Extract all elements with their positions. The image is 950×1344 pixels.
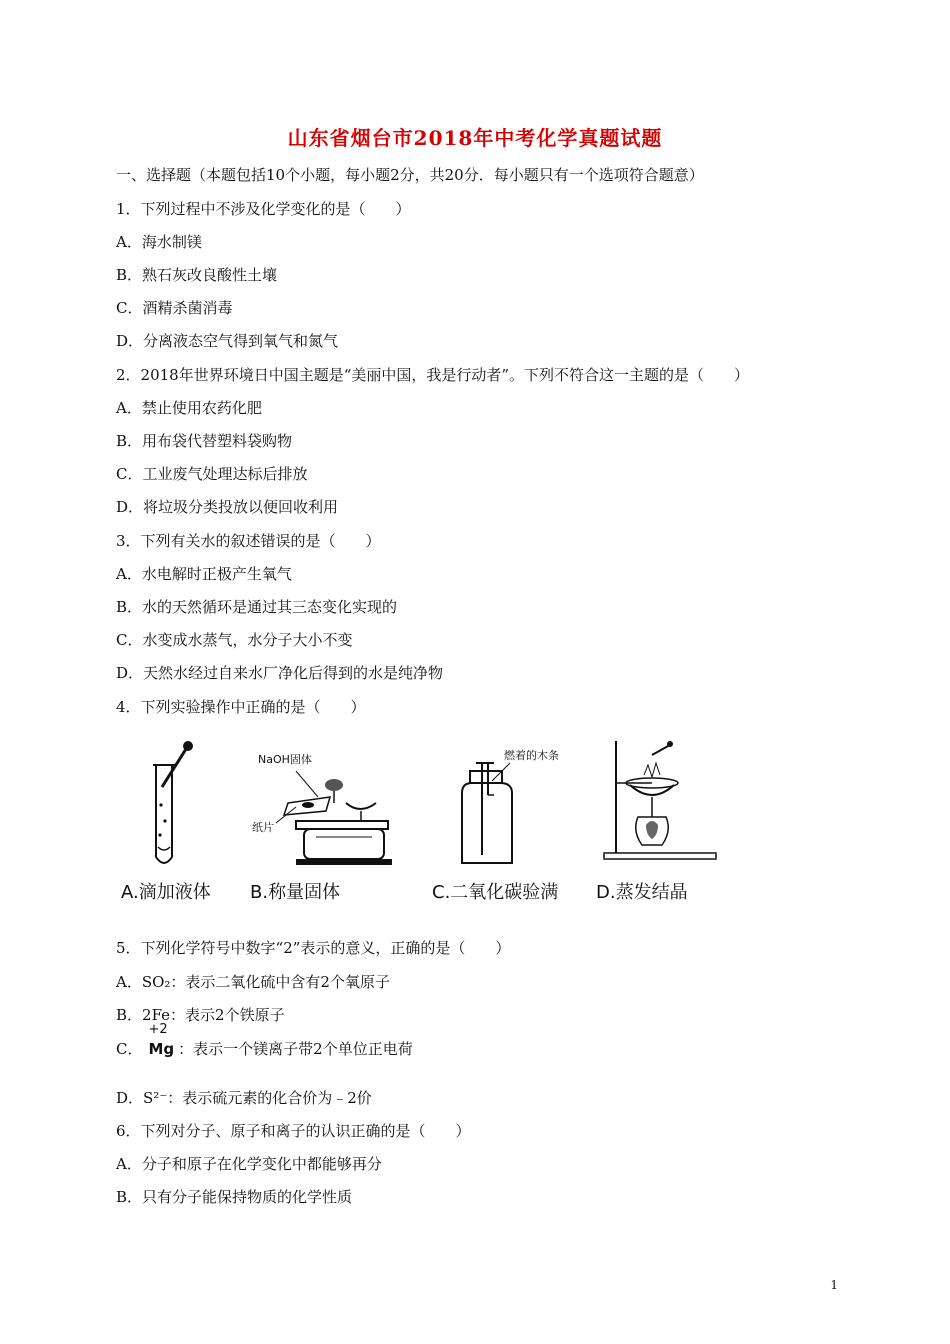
mg-valence: +2: [148, 1022, 168, 1037]
q3-option-a: A．水电解时正极产生氧气: [116, 565, 292, 583]
q3-option-c: C．水变成水蒸气，水分子大小不变: [116, 631, 353, 649]
q4-stem: 4．下列实验操作中正确的是（ ）: [116, 698, 366, 716]
q2-option-d: D．将垃圾分类投放以便回收利用: [116, 498, 339, 516]
label-naoh-solid: NaOH固体: [258, 753, 312, 766]
q3-option-b: B．水的天然循环是通过其三态变化实现的: [116, 598, 398, 616]
label-burning-stick: 燃着的木条: [504, 749, 559, 762]
mg-element: Mg: [148, 1040, 175, 1058]
q2-stem: 2．2018年世界环境日中国主题是“美丽中国，我是行动者”。下列不符合这一主题的是（ ）: [116, 366, 750, 384]
q1-option-c: C．酒精杀菌消毒: [116, 299, 233, 317]
q1-option-d: D．分离液态空气得到氧气和氮气: [116, 332, 339, 350]
caption-d: D.蒸发结晶: [596, 882, 688, 903]
q5-option-d: D．S²⁻：表示硫元素的化合价为﹣2价: [116, 1089, 372, 1107]
label-paper: 纸片: [252, 821, 274, 834]
q5-option-a: A．SO₂：表示二氧化硫中含有2个氧原子: [116, 973, 390, 991]
figure-a: [121, 735, 216, 903]
caption-c: C.二氧化碳验满: [432, 882, 559, 903]
q6-stem: 6．下列对分子、原子和离子的认识正确的是（ ）: [116, 1122, 471, 1140]
figure-c: [432, 735, 559, 903]
q1-stem: 1．下列过程中不涉及化学变化的是（ ）: [116, 200, 411, 218]
q3-option-d: D．天然水经过自来水厂净化后得到的水是纯净物: [116, 664, 444, 682]
page-title: 山东省烟台市2018年中考化学真题试题: [287, 126, 663, 150]
q5-stem: 5．下列化学符号中数字“2”表示的意义，正确的是（ ）: [116, 939, 511, 957]
caption-a: A.滴加液体: [121, 882, 211, 903]
q3-stem: 3．下列有关水的叙述错误的是（ ）: [116, 532, 381, 550]
dropping-liquid-drawing: [136, 735, 216, 875]
page-number: 1: [830, 1278, 838, 1292]
section-heading: 一、选择题（本题包括10个小题，每小题2分，共20分．每小题只有一个选项符合题意）: [116, 166, 704, 184]
q2-option-c: C．工业废气处理达标后排放: [116, 465, 308, 483]
q4-figures: [116, 735, 716, 920]
evaporation-drawing: [596, 735, 726, 875]
q1-option-b: B．熟石灰改良酸性土壤: [116, 266, 278, 284]
q5-option-c-text: ：表示一个镁离子带2个单位正电荷: [178, 1040, 413, 1058]
q2-option-a: A．禁止使用农药化肥: [116, 399, 262, 417]
q1-option-a: A．海水制镁: [116, 233, 202, 251]
q6-option-a: A．分子和原子在化学变化中都能够再分: [116, 1155, 382, 1173]
mg-symbol: [148, 1022, 175, 1058]
caption-b: B.称量固体: [250, 882, 341, 903]
figure-b: [250, 735, 396, 903]
q6-option-b: B．只有分子能保持物质的化学性质: [116, 1188, 353, 1206]
q5-option-c-prefix: C．: [116, 1040, 143, 1058]
q2-option-b: B．用布袋代替塑料袋购物: [116, 432, 293, 450]
figure-d: [596, 735, 726, 903]
q5-option-b: B．2Fe：表示2个铁原子: [116, 1006, 285, 1024]
q5-option-c: [116, 1022, 413, 1059]
